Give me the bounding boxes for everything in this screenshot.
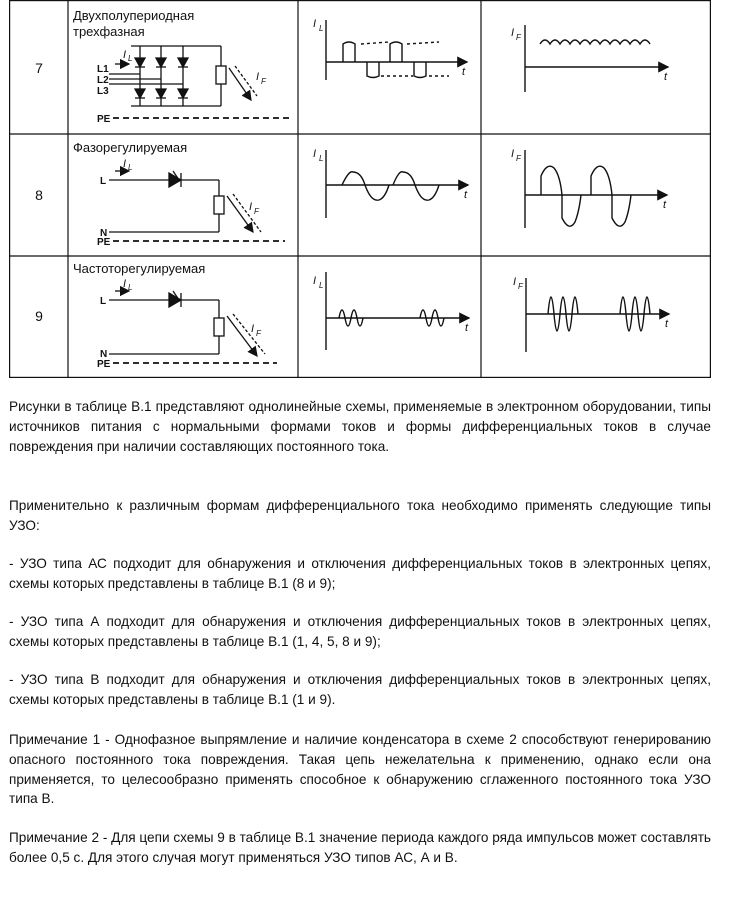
waveform-7-if [525,25,668,92]
paragraph-5 [9,670,711,710]
if-sub: F [516,33,521,42]
paragraph-1 [9,397,711,456]
il-sub: L [128,163,133,172]
waveform-9-il [326,272,469,350]
if-label: I [511,148,515,160]
il-sub: L [319,24,324,33]
il-label: I [313,275,317,287]
waveform-8-il [326,150,468,218]
if-sub: F [261,77,266,86]
row-title-7-line1: Двухполупериодная [73,8,195,23]
table-graphics [9,0,711,378]
waveform-7-il [326,20,467,80]
pe-label: PE [97,359,111,370]
t-label: t [663,199,667,211]
t-label: t [464,189,468,201]
row-title-9: Частоторегулируемая [73,261,206,276]
t-label: t [664,71,668,83]
pe-label: PE [97,237,111,248]
paragraph-4 [9,612,711,652]
n-label: N [100,228,108,239]
il-label: I [313,148,317,160]
t-label: t [465,322,469,334]
l2-label: L2 [97,75,109,86]
if-label: I [513,276,517,288]
if-label: I [256,71,260,83]
paragraph-4-text: - УЗО типа А подходит для обнаружения и отключения дифференциальных токов в электронных цепях, схемы которых представлены в таблице В.1 (1, 4, 5, 8 и 9); [9,614,711,649]
note-2 [9,828,711,868]
il-sub: L [319,154,324,163]
if-sub: F [254,207,259,216]
if-sub: F [256,329,261,338]
n-label: N [100,349,108,360]
paragraph-2 [9,496,711,536]
circuit-8 [109,171,285,241]
paragraph-1-text: Рисунки в таблице В.1 представляют однолинейные схемы, применяемые в электронном оборудовании, типы источников питания с нормальными формами токов и формы дифференциальных токов в случае повреждения при наличии составляющих постоянного тока. [9,399,711,454]
if-label: I [511,27,515,39]
t-label: t [462,66,466,78]
if-label: I [249,201,253,213]
if-sub: F [516,154,521,163]
pe-label: PE [97,114,111,125]
if-label: I [251,323,255,335]
row-title-8: Фазорегулируемая [73,140,188,155]
note-2-text: Примечание 2 - Для цепи схемы 9 в таблице В.1 значение периода каждого ряда импульсов может составлять более 0,5 с. Для этого случая могут применяться УЗО типов АС, А и В. [9,830,711,865]
paragraph-3-text: - УЗО типа АС подходит для обнаружения и отключения дифференциальных токов в электронных цепях, схемы которых представлены в таблице В.1 (8 и 9); [9,556,711,591]
paragraph-2-text: Применительно к различным формам дифференциального тока необходимо применять следующие типы УЗО: [9,498,711,533]
node-labels [97,64,111,370]
il-sub: L [128,54,133,63]
row-number-7: 7 [35,60,43,76]
note-1 [9,730,711,809]
paragraph-5-text: - УЗО типа В подходит для обнаружения и отключения дифференциальных токов в электронных цепях, схемы которых представлены в таблице В.1 (1 и 9). [9,672,711,707]
row-number-9: 9 [35,308,43,324]
l-label: L [100,296,107,307]
row-number-8: 8 [35,187,43,203]
waveform-8-if [525,150,667,228]
note-1-text: Примечание 1 - Однофазное выпрямление и наличие конденсатора в схеме 2 способствуют генерированию опасного постоянного тока повреждения. Такая цепь нежелательна к применению, однако если она применяется, то целесообразно применять способное к обнаружению сглаженного постоянного тока УЗО типа В. [9,732,711,807]
il-label: I [313,18,317,30]
il-sub: L [128,283,133,292]
row-title-7 [73,8,194,40]
table-grid [9,0,711,378]
if-sub: F [518,282,523,291]
l3-label: L3 [97,86,109,97]
l1-label: L1 [97,64,109,75]
il-label: I [123,49,127,61]
waveform-9-if [526,278,669,352]
paragraph-3 [9,554,711,594]
il-label: I [123,278,127,290]
t-label: t [665,318,669,330]
waveform-table [9,0,711,378]
il-sub: L [319,281,324,290]
il-label: I [123,158,127,170]
row-title-7-line2: трехфазная [73,24,145,39]
l-label: L [100,176,107,187]
